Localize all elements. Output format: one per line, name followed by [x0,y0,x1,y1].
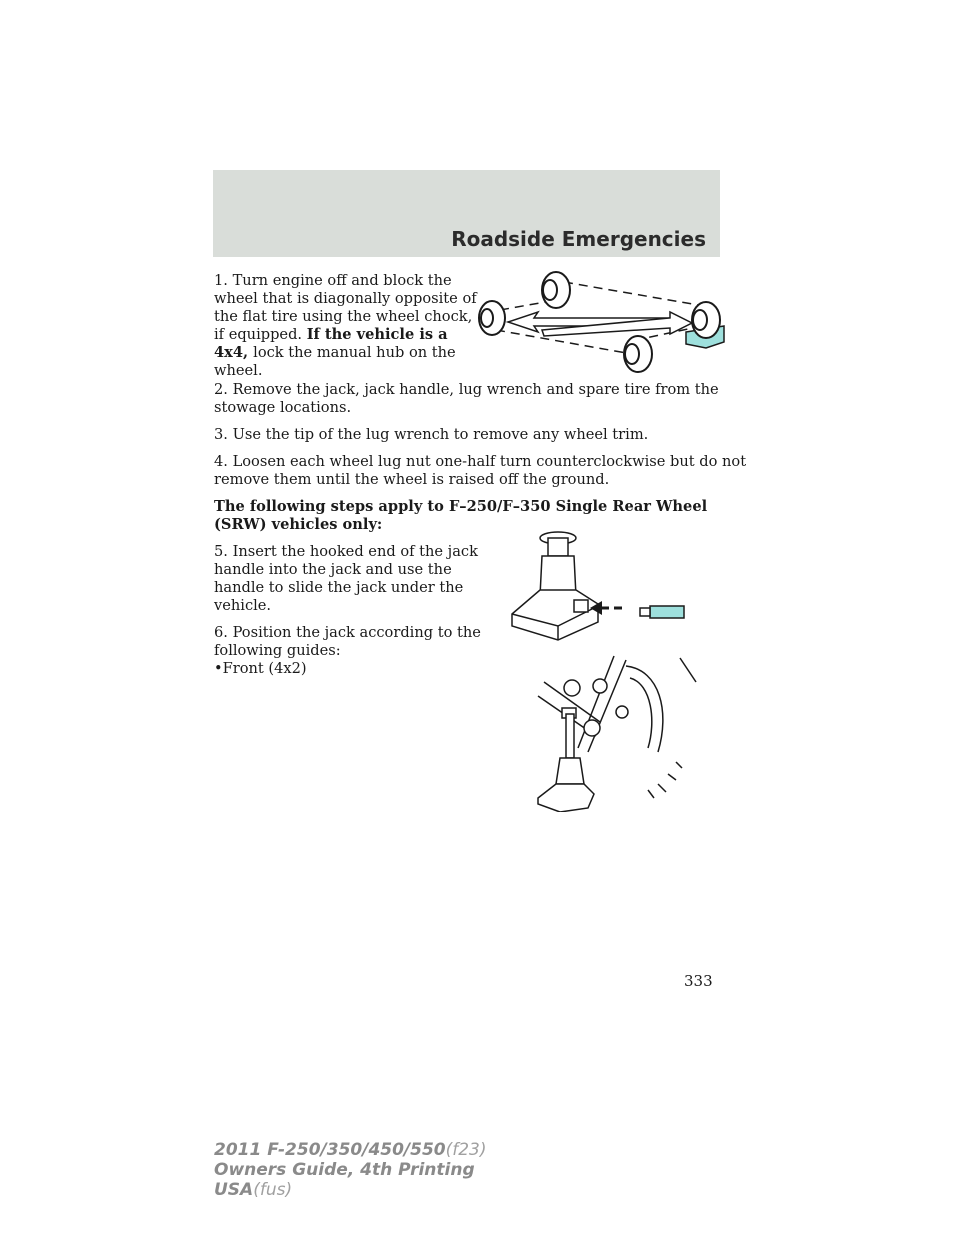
footer-region: USA [214,1180,254,1200]
page-number: 333 [684,972,713,990]
step-3: 3. Use the tip of the lug wrench to remove any wheel trim. [214,426,649,443]
footer-guide: Owners Guide, 4th Printing [214,1160,475,1180]
step-1-emphasis: If the vehicle is a [306,326,448,343]
section-header-band [213,170,720,257]
step-1-line-4 [214,326,448,344]
step-5-line-1: 5. Insert the hooked end of the jack [214,543,478,560]
srw-note-line-2: (SRW) vehicles only: [214,516,383,533]
step-1-line-3: the flat tire using the wheel chock, [214,308,473,325]
bullet-text: Front (4x2) [222,660,307,677]
step-1-text-hub: lock the manual hub on the [253,344,456,361]
step-1-emphasis-4x4: 4x4, [214,344,254,361]
jack-handle-diagram [504,526,700,644]
document-footer [214,1140,487,1200]
step-5-line-4: vehicle. [214,597,272,614]
step-1-text: if equipped. [214,326,307,343]
footer-model-code: (f23) [445,1140,487,1160]
front-jack-position-diagram [530,652,700,812]
step-6-line-1: 6. Position the jack according to the [214,624,481,641]
footer-line-1 [214,1140,487,1160]
bullet-front-4x2 [214,660,307,678]
footer-region-code: (fus) [253,1180,293,1200]
step-2-line-1: 2. Remove the jack, jack handle, lug wrench and spare tire from the [214,381,719,398]
step-1-line-5 [214,344,456,362]
bullet-dot: • [214,660,223,677]
footer-line-3 [214,1180,487,1200]
wheel-chock-diagram [472,268,728,380]
step-2-line-2: stowage locations. [214,399,352,416]
step-4-line-1: 4. Loosen each wheel lug nut one-half turn counterclockwise but do not [214,453,747,470]
step-1-line-1: 1. Turn engine off and block the [214,272,452,289]
section-title: Roadside Emergencies [451,227,706,251]
step-1-line-6: wheel. [214,362,263,379]
footer-model: 2011 F-250/350/450/550 [214,1140,446,1160]
step-5-line-2: handle into the jack and use the [214,561,452,578]
step-4-line-2: remove them until the wheel is raised off the ground. [214,471,610,488]
srw-note-line-1: The following steps apply to F–250/F–350 Single Rear Wheel [214,498,708,515]
step-5-line-3: handle to slide the jack under the [214,579,464,596]
step-1-line-2: wheel that is diagonally opposite of [214,290,477,307]
step-6-line-2: following guides: [214,642,341,659]
